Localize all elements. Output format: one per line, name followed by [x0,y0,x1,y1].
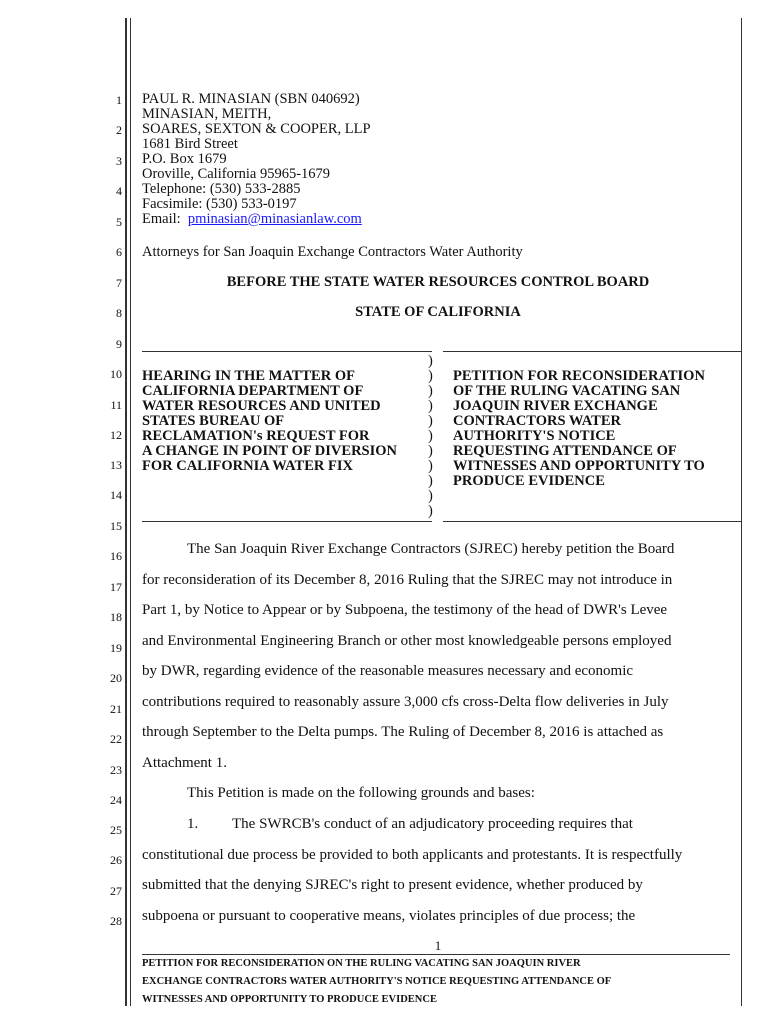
line-number: 26 [110,853,122,867]
line-number: 22 [110,732,122,746]
city-state-zip: Oroville, California 95965-1679 [142,166,331,182]
line-number: 18 [110,610,122,624]
body-line: contributions required to reasonably assure 3,000 cfs cross-Delta flow deliveries in July [142,694,669,710]
line-number: 3 [116,154,122,168]
line-number: 6 [116,245,122,259]
line-number: 15 [110,519,122,533]
body-line: through September to the Delta pumps. The Ruling of December 8, 2016 is attached as [142,724,664,740]
caption-left-line: WATER RESOURCES AND UNITED [142,398,381,414]
footer-line: PETITION FOR RECONSIDERATION ON THE RULING VACATING SAN JOAQUIN RIVER [142,958,581,969]
line-number: 23 [110,763,122,777]
caption-left-line: HEARING IN THE MATTER OF [142,368,355,384]
line-number: 28 [110,914,122,928]
caption-right-line: REQUESTING ATTENDANCE OF [453,443,677,459]
footer-line: EXCHANGE CONTRACTORS WATER AUTHORITY'S NOTICE REQUESTING ATTENDANCE OF [142,976,612,987]
line-number: 4 [116,184,122,198]
pleading-page: 1 2 3 4 5 6 7 8 9 10 11 12 13 14 15 16 17 18 19 20 21 22 23 24 25 26 27 28 PAUL R. MINASIAN (SBN 040692) MINASIAN, MEITH, SOARES, SEXTON & COOPER, LLP 1681 Bird Street P.O. Box 1679 Oroville, California 95965-1679 Telephone: (530) 533-2885 Facsimile: (530) 533-0197 Email: pminasian@minasianlaw.com Attorneys for San Joaquin Exchange Contractors Water Authority BEFORE THE STATE WATER RESOURCES CONTROL BOARD STATE OF CALIFORNIA HEARING IN THE MATTER OF CALIFORNIA DEPARTMENT OF WATER RESOURCES AND UNITED STATES BUREAU OF RECLAMATION's REQUEST FOR A CHANGE IN POINT OF DIVERSION FOR CALIFORNIA WATER FIX ) ) ) ) ) ) ) ) ) ) ) PETITION FOR RECONSIDERATION OF THE RULING VACATING SAN JOAQUIN RIVER EXCHANGE CONTRACTORS WATER AUTHORITY'S NOTICE REQUESTING ATTENDANCE OF WITNESSES AND OPPORTUNITY TO PRODUCE EVIDENCE The San Joaquin River Exchange Contractors (SJREC) hereby petition the Board for reconsideration of its December 8, 2016 Ruling that the SJREC may not introduce in Part 1, by Notice to Appear or by Subpoena, the testimony of the head of DWR's Levee and Environmental Engineering Branch or other most knowledgeable persons employed by DWR, regarding evidence of the reasonable measures necessary and economic contributions required to reasonably assure 3,000 cfs cross-Delta flow deliveries in July through September to the Delta pumps. The Ruling of December 8, 2016 is attached as Attachment 1. This Petition is made on the following grounds and bases: 1. The SWRCB's conduct of an adjudicatory proceeding requires that constitutional due process be provided to both applicants and protestants. It is respectfully submitted that the denying SJREC's right to present evidence, whether produced by subpoena or pursuant to cooperative means, violates principles of due process; the 1 PETITION FOR RECONSIDERATION ON THE RULING VACATING SAN JOAQUIN RIVER EXCHANGE CONTRACTORS WATER AUTHORITY'S NOTICE REQUESTING ATTENDANCE OF WITNESSES AND OPPORTUNITY TO PRODUCE EVIDENCE [0,0,770,1024]
caption-left-line: FOR CALIFORNIA WATER FIX [142,458,353,474]
email-label: Email: [142,211,181,227]
body-line: This Petition is made on the following grounds and bases: [187,785,535,801]
numbered-item-marker: 1. [187,816,199,832]
caption-right [453,369,705,489]
body-line: The San Joaquin River Exchange Contractors (SJREC) hereby petition the Board [187,541,675,557]
caption-bottom-rule-right [443,521,741,522]
footer-title [142,955,611,1009]
line-number: 11 [110,398,122,412]
line-number: 10 [110,367,122,381]
counsel-name: PAUL R. MINASIAN (SBN 040692) [142,91,360,107]
line-number: 20 [110,671,122,685]
line-number: 24 [110,793,122,807]
body-line: submitted that the denying SJREC's right to present evidence, whether produced by [142,877,643,893]
counsel-block [142,92,371,227]
caption-right-line: PETITION FOR RECONSIDERATION [453,368,705,384]
page-number: 1 [434,938,442,953]
body-line: constitutional due process be provided to both applicants and protestants. It is respectfully [142,847,683,863]
line-number: 17 [110,580,122,594]
line-number: 12 [110,428,122,442]
caption-right-line: JOAQUIN RIVER EXCHANGE [453,398,658,414]
line-number: 2 [116,123,122,137]
body-line: Attachment 1. [142,755,227,771]
line-number: 19 [110,641,122,655]
po-box: P.O. Box 1679 [142,151,227,167]
email-line [142,212,371,227]
caption-right-line: WITNESSES AND OPPORTUNITY TO [453,458,705,474]
firm-line-2: SOARES, SEXTON & COOPER, LLP [142,121,371,137]
caption-left-line: A CHANGE IN POINT OF DIVERSION [142,443,397,459]
attorneys-for: Attorneys for San Joaquin Exchange Contractors Water Authority [142,244,523,260]
caption-top-rule-right [443,351,741,352]
line-number: 25 [110,823,122,837]
body-line: and Environmental Engineering Branch or other most knowledgeable persons employed [142,633,672,649]
line-number: 27 [110,884,122,898]
body-line: The SWRCB's conduct of an adjudicatory proceeding requires that [232,816,633,832]
court-title: BEFORE THE STATE WATER RESOURCES CONTROL BOARD [226,274,650,290]
line-number: 5 [116,215,122,229]
left-margin-rule-inner [130,18,131,1006]
line-number: 1 [116,93,122,107]
left-margin-rule-outer [125,18,127,1006]
body-line: for reconsideration of its December 8, 2016 Ruling that the SJREC may not introduce in [142,572,673,588]
street-address: 1681 Bird Street [142,136,238,152]
right-margin-rule [741,18,742,1006]
caption-right-line: PRODUCE EVIDENCE [453,473,605,489]
line-number: 8 [116,306,122,320]
facsimile: Facsimile: (530) 533-0197 [142,196,297,212]
caption-left-line: RECLAMATION's REQUEST FOR [142,428,370,444]
body-line: Part 1, by Notice to Appear or by Subpoena, the testimony of the head of DWR's Levee [142,602,668,618]
body-line: subpoena or pursuant to cooperative means, violates principles of due process; the [142,908,636,924]
line-number: 21 [110,702,122,716]
caption-left-line: STATES BUREAU OF [142,413,285,429]
line-number: 13 [110,458,122,472]
caption-left [142,369,397,474]
line-number: 16 [110,549,122,563]
body-line: by DWR, regarding evidence of the reasonable measures necessary and economic [142,663,634,679]
caption-right-line: OF THE RULING VACATING SAN [453,383,681,399]
line-number: 9 [116,337,122,351]
email-link[interactable]: pminasian@minasianlaw.com [187,211,362,227]
court-state: STATE OF CALIFORNIA [355,304,521,320]
telephone: Telephone: (530) 533-2885 [142,181,301,197]
footer-line: WITNESSES AND OPPORTUNITY TO PRODUCE EVIDENCE [142,994,437,1005]
line-number: 14 [110,488,122,502]
caption-bottom-rule [142,521,432,522]
caption-top-rule [142,351,432,352]
caption-left-line: CALIFORNIA DEPARTMENT OF [142,383,364,399]
line-number: 7 [116,276,122,290]
firm-line-1: MINASIAN, MEITH, [142,106,272,122]
caption-right-line: CONTRACTORS WATER [453,413,621,429]
caption-right-line: AUTHORITY'S NOTICE [453,428,616,444]
